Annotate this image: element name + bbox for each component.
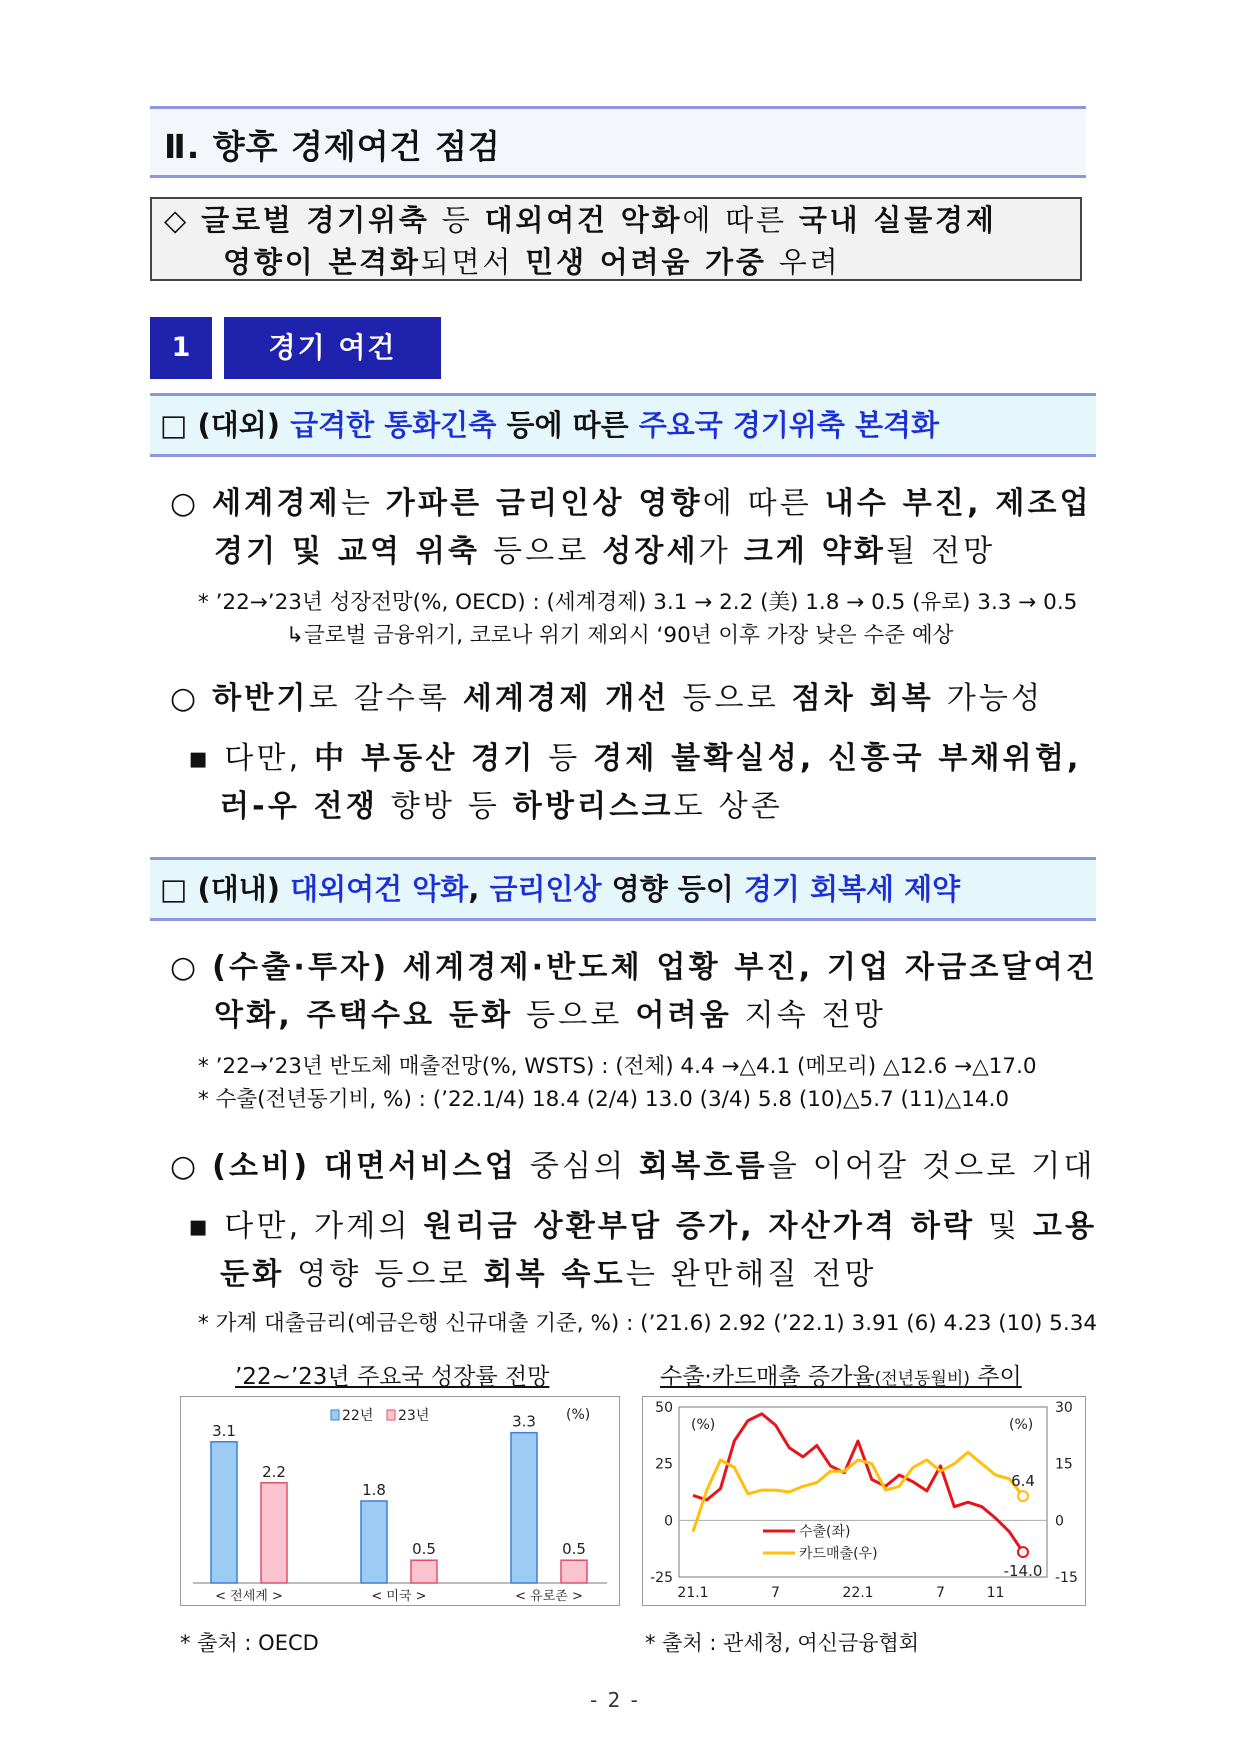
text-run: 등으로 — [513, 998, 636, 1033]
summary-line-2 — [164, 241, 1080, 283]
note-semiconductor-exports — [198, 1050, 1037, 1116]
text-run: (수출·투자) 세계경제·반도체 업황 부진, 기업 자금조달여건 — [212, 950, 1099, 985]
figure-1-bar-chart — [180, 1396, 620, 1606]
heading-run: □ — [160, 408, 198, 442]
bar-category-label: < 유로존 > — [515, 1589, 583, 1604]
bar-category-label: < 전세계 > — [215, 1589, 283, 1604]
legend-label: 수출(좌) — [799, 1524, 851, 1540]
heading-run: 영향 등이 — [601, 872, 744, 906]
bar-value-label: 2.2 — [262, 1462, 286, 1481]
figure-2-source: * 출처 : 관세청, 여신금융협회 — [645, 1631, 920, 1655]
legend-label: 22년 — [342, 1408, 374, 1424]
bar-value-label: 0.5 — [412, 1540, 436, 1559]
bar — [411, 1560, 437, 1583]
paragraph-line — [170, 992, 1098, 1040]
left-axis-tick: 0 — [664, 1513, 673, 1530]
paragraph-second-half — [170, 675, 1043, 723]
paragraph-line — [188, 783, 1082, 831]
paragraph-line — [170, 675, 1043, 723]
text-run: 어려움 — [635, 998, 732, 1033]
text-run: 에 따른 — [702, 486, 825, 521]
text-run: 점차 회복 — [791, 681, 934, 716]
bullet-marker: ▪ — [188, 1209, 225, 1244]
bar-value-label: 0.5 — [562, 1540, 586, 1559]
note-line: * 수출(전년동기비, %) : (’22.1/4) 18.4 (2/4) 13.0 (3/4) 5.8 (10)△5.7 (11)△14.0 — [198, 1087, 1010, 1112]
text-run: 가파른 금리인상 영향 — [385, 486, 703, 521]
text-run: 러-우 전쟁 — [220, 789, 379, 824]
text-run: 고용 — [1032, 1209, 1098, 1244]
text-run: 중심의 — [517, 1149, 640, 1184]
legend-swatch — [331, 1410, 339, 1420]
right-axis-tick: 0 — [1055, 1513, 1064, 1530]
heading-run: 금리인상 — [489, 872, 602, 906]
text-run: 로 갈수록 — [308, 681, 463, 716]
x-axis-tick: 7 — [936, 1585, 945, 1601]
note-growth-forecast — [198, 586, 1077, 652]
section-number: 1 — [150, 317, 212, 379]
heading-run: (대내) — [197, 872, 291, 906]
text-run: 원리금 상환부담 증가, 자산가격 하락 — [423, 1209, 976, 1244]
section-title: 경기 여건 — [224, 317, 441, 379]
paragraph-world-economy — [170, 480, 1092, 576]
heading-run: □ — [160, 872, 198, 906]
right-axis-tick: 30 — [1055, 1400, 1073, 1416]
text-run: (소비) 대면서비스업 — [212, 1149, 518, 1184]
legend-label: 카드매출(우) — [799, 1546, 878, 1562]
bullet-marker: ○ — [170, 1149, 213, 1184]
paragraph-line — [170, 528, 1092, 576]
page-title-bar — [150, 106, 1086, 178]
x-axis-tick: 7 — [771, 1585, 780, 1601]
summary-box — [150, 197, 1082, 281]
text-run: 둔화 — [220, 1257, 285, 1292]
text-run: 및 — [975, 1209, 1033, 1244]
paragraph-line — [188, 1203, 1097, 1251]
series-end-label: -14.0 — [1003, 1562, 1043, 1581]
note-line: ↳글로벌 금융위기, 코로나 위기 제외시 ‘90년 이후 가장 낮은 수준 예상 — [286, 623, 954, 648]
paragraph-consumption — [170, 1143, 1096, 1191]
figure-2-title — [660, 1358, 1022, 1391]
text-run: 회복흐름 — [639, 1149, 768, 1184]
bar-value-label: 3.1 — [212, 1421, 236, 1440]
text-run: 우려 — [766, 245, 841, 279]
text-run: 지속 전망 — [731, 998, 887, 1033]
figure-1-title: ’22~’23년 주요국 성장률 전망 — [235, 1364, 550, 1390]
series-end-label: 6.4 — [1011, 1472, 1035, 1491]
paragraph-line — [170, 1143, 1096, 1191]
page-number: - 2 - — [590, 1688, 640, 1712]
text-run: 경제 불확실성, 신흥국 부채위험, — [593, 741, 1082, 776]
left-axis-unit: (%) — [691, 1417, 716, 1433]
figure-2-title-small: (전년동월비) — [874, 1369, 970, 1389]
note-line: * 가계 대출금리(예금은행 신규대출 기준, %) : (’21.6) 2.92 (’22.1) 3.91 (6) 4.23 (10) 5.34 — [198, 1311, 1098, 1336]
figure-1-source: * 출처 : OECD — [180, 1631, 319, 1655]
text-run: 대외여건 악화 — [484, 203, 683, 237]
bar — [361, 1501, 387, 1583]
heading-run: 급격한 통화긴축 — [290, 408, 497, 442]
note-loan-rate — [198, 1307, 1097, 1340]
text-run: 악화, 주택수요 둔화 — [214, 998, 514, 1033]
bar — [211, 1442, 237, 1583]
heading-run: 등에 따른 — [496, 408, 639, 442]
text-run: 성장세 — [602, 534, 699, 569]
figure-2-title-end: 추이 — [969, 1364, 1022, 1390]
text-run: 세계경제 — [212, 486, 341, 521]
heading-run: (대외) — [197, 408, 291, 442]
text-run: 中 부동산 경기 — [314, 741, 536, 776]
bar-chart-svg — [181, 1397, 619, 1605]
subheading-domestic — [150, 857, 1096, 921]
bullet-marker: ◇ — [164, 203, 202, 237]
text-run: 민생 어려움 가중 — [525, 245, 767, 279]
bar — [261, 1483, 287, 1583]
text-run: 하반기 — [212, 681, 309, 716]
line-chart-svg — [643, 1397, 1085, 1605]
text-run: 등으로 — [669, 681, 792, 716]
bar-value-label: 1.8 — [362, 1481, 386, 1499]
figure-2-line-chart — [642, 1396, 1086, 1606]
note-line: * ’22→’23년 반도체 매출전망(%, WSTS) : (전체) 4.4 →△4.1 (메모리) △12.6 →△17.0 — [198, 1054, 1037, 1079]
text-run: 회복 속도 — [483, 1257, 626, 1292]
bar-category-label: < 미국 > — [371, 1589, 427, 1604]
heading-run: , — [468, 872, 490, 906]
text-run: 영향이 본격화 — [223, 245, 421, 279]
text-run: 가 — [698, 534, 744, 569]
paragraph-line — [188, 1251, 1097, 1299]
text-run: 내수 부진, 제조업 — [824, 486, 1092, 521]
figure-2-title-main: 수출·카드매출 증가율 — [660, 1364, 875, 1390]
text-run: 국내 실물경제 — [798, 203, 997, 237]
bar-unit-label: (%) — [566, 1407, 591, 1423]
series-line — [693, 1452, 1023, 1531]
left-axis-tick: 50 — [655, 1400, 673, 1416]
paragraph-line — [188, 735, 1082, 783]
text-run: 는 완만해질 전망 — [625, 1257, 877, 1292]
right-axis-tick: 15 — [1055, 1456, 1073, 1473]
paragraph-line — [170, 944, 1098, 992]
bar-value-label: 3.3 — [512, 1412, 536, 1431]
text-run: 등으로 — [480, 534, 603, 569]
series-end-marker — [1018, 1491, 1028, 1501]
right-axis-unit: (%) — [1009, 1417, 1034, 1433]
right-axis-tick: -15 — [1055, 1570, 1078, 1586]
bar — [561, 1560, 587, 1583]
text-run: 도 상존 — [673, 789, 783, 824]
bullet-marker: ▪ — [188, 741, 225, 776]
text-run: 향방 등 — [378, 789, 513, 824]
legend-label: 23년 — [398, 1408, 430, 1424]
series-end-marker — [1018, 1547, 1028, 1557]
heading-run: 대외여건 악화 — [290, 872, 469, 906]
text-run: 다만, 가계의 — [224, 1209, 424, 1244]
note-line: * ’22→’23년 성장전망(%, OECD) : (세계경제) 3.1 → 2.2 (美) 1.8 → 0.5 (유로) 3.3 → 0.5 — [198, 590, 1078, 615]
text-run: 될 전망 — [886, 534, 996, 569]
text-run: 영향 등으로 — [284, 1257, 484, 1292]
bullet-marker: ○ — [170, 681, 213, 716]
paragraph-line — [170, 480, 1092, 528]
bullet-marker: ○ — [170, 486, 213, 521]
text-run: 등 — [535, 741, 594, 776]
summary-line-1 — [164, 199, 1080, 241]
text-run: 다만, — [224, 741, 315, 776]
text-run: 등 — [429, 203, 485, 237]
subheading-external — [150, 393, 1096, 457]
paragraph-household-burden — [188, 1203, 1097, 1299]
bullet-marker: ○ — [170, 950, 213, 985]
left-axis-tick: -25 — [650, 1570, 673, 1586]
paragraph-export-investment — [170, 944, 1098, 1040]
x-axis-tick: 21.1 — [677, 1585, 709, 1601]
text-run: 경기 및 교역 위축 — [214, 534, 481, 569]
text-run: 을 이어갈 것으로 기대 — [767, 1149, 1096, 1184]
text-run: 글로벌 경기위축 — [201, 203, 430, 237]
text-run: 는 — [340, 486, 386, 521]
text-run: 가능성 — [934, 681, 1044, 716]
x-axis-tick: 22.1 — [842, 1585, 874, 1601]
text-run: 에 따른 — [682, 203, 799, 237]
x-axis-tick: 11 — [986, 1585, 1005, 1601]
bar — [511, 1433, 537, 1583]
paragraph-downside-risks — [188, 735, 1082, 831]
text-run: 하방리스크 — [512, 789, 674, 824]
heading-run: 경기 회복세 제약 — [743, 872, 961, 906]
text-run: 되면서 — [420, 245, 526, 279]
heading-run: 주요국 경기위축 본격화 — [638, 408, 940, 442]
text-run: 크게 약화 — [743, 534, 887, 569]
text-run: 세계경제 개선 — [462, 681, 670, 716]
page-title: Ⅱ. 향후 경제여건 점검 — [164, 127, 501, 166]
legend-swatch — [387, 1410, 395, 1420]
left-axis-tick: 25 — [655, 1456, 673, 1473]
